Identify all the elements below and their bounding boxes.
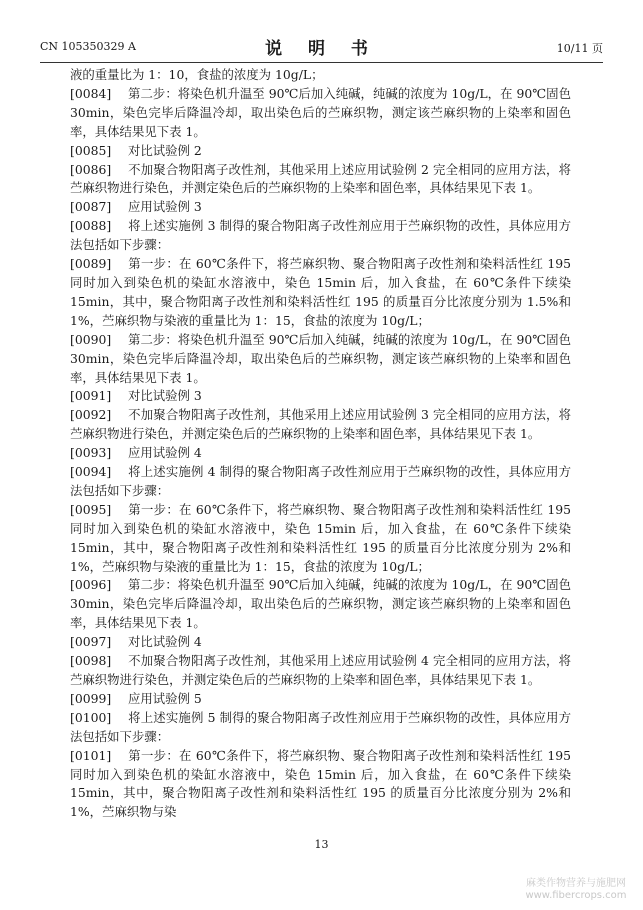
paragraph-text: 将上述实施例 4 制得的聚合物阳离子改性剂应用于苎麻织物的改性，具体应用方法包括如下步骤： [70, 464, 571, 498]
paragraph-text: 应用试验例 5 [128, 690, 202, 706]
paragraph-number: [0086] [70, 161, 112, 177]
paragraph-number: [0097] [70, 634, 112, 650]
paragraph [70, 331, 571, 388]
paragraph [70, 142, 571, 161]
paragraph-text: 第一步：在 60℃条件下，将苎麻织物、聚合物阳离子改性剂和染料活性红 195 同时加入到染色机的染缸水溶液中，染色 15min 后，加入食盐，在 60℃条件下续染 15min，其中，聚合物阳离子改性剂和染料活性红 195 的质量百分比浓度分别为 2%和 1%，苎麻织物与染液的重量比为 1：15，食盐的浓度为 10g/L； [70, 501, 571, 574]
paragraph [70, 709, 571, 747]
paragraph-number: [0091] [70, 388, 112, 404]
paragraph-text: 将上述实施例 5 制得的聚合物阳离子改性剂应用于苎麻织物的改性，具体应用方法包括如下步骤： [70, 709, 571, 744]
paragraph-number: [0088] [70, 218, 112, 234]
paragraph [70, 66, 571, 85]
paragraph [70, 747, 571, 823]
paragraph [70, 406, 571, 444]
paragraph-number: [0093] [70, 445, 112, 461]
page-number: 13 [314, 838, 329, 851]
paragraph [70, 652, 571, 690]
watermark-title: 麻类作物营养与施肥网 [526, 878, 626, 889]
paragraph [70, 161, 571, 199]
paragraph-number: [0090] [70, 331, 112, 347]
patent-number: CN 105350329 A [40, 40, 136, 53]
paragraph-number: [0099] [70, 690, 112, 706]
paragraph-text: 第二步：将染色机升温至 90℃后加入纯碱，纯碱的浓度为 10g/L，在 90℃固色30min，染色完毕后降温冷却，取出染色后的苎麻织物，测定该苎麻织物的上染率和固色率，具体结果见下表 1。 [70, 85, 571, 139]
paragraph [70, 255, 571, 331]
paragraph-text: 液的重量比为 1：10，食盐的浓度为 10g/L； [70, 67, 324, 82]
document-body [70, 66, 571, 822]
paragraph-text: 第一步：在 60℃条件下，将苎麻织物、聚合物阳离子改性剂和染料活性红 195 同时加入到染色机的染缸水溶液中，染色 15min 后，加入食盐，在 60℃条件下续染 15min，其中，聚合物阳离子改性剂和染料活性红 195 的质量百分比浓度分别为 1.5%和 1%，苎麻织物与染液的重量比为 1：15，食盐的浓度为 10g/L； [70, 256, 571, 328]
paragraph-number: [0101] [70, 747, 112, 763]
paragraph [70, 387, 571, 406]
watermark [517, 878, 635, 902]
paragraph-number: [0096] [70, 577, 112, 593]
paragraph [70, 501, 571, 577]
paragraph-text: 不加聚合物阳离子改性剂，其他采用上述应用试验例 4 完全相同的应用方法，将苎麻织物进行染色，并测定染色后的苎麻织物的上染率和固色率，具体结果见下表 1。 [70, 653, 571, 687]
paragraph [70, 690, 571, 709]
paragraph-number: [0094] [70, 464, 112, 480]
paragraph [70, 198, 571, 217]
paragraph-text: 第二步：将染色机升温至 90℃后加入纯碱，纯碱的浓度为 10g/L，在 90℃固色30min，染色完毕后降温冷却，取出染色后的苎麻织物，测定该苎麻织物的上染率和固色率，具体结果见下表 1。 [70, 331, 571, 385]
paragraph-text: 将上述实施例 3 制得的聚合物阳离子改性剂应用于苎麻织物的改性，具体应用方法包括如下步骤： [70, 218, 571, 253]
paragraph-number: [0089] [70, 256, 112, 272]
paragraph-number: [0092] [70, 407, 112, 423]
paragraph-number: [0087] [70, 199, 112, 215]
paragraph-text: 对比试验例 2 [128, 142, 202, 158]
paragraph-number: [0098] [70, 653, 112, 669]
paragraph-text: 对比试验例 3 [128, 388, 202, 404]
paragraph [70, 463, 571, 501]
paragraph [70, 217, 571, 255]
watermark-url: www.fibercrops.com [525, 890, 627, 901]
paragraph-number: [0095] [70, 501, 112, 517]
header-rule [40, 62, 603, 63]
paragraph [70, 576, 571, 633]
paragraph-text: 对比试验例 4 [128, 634, 202, 650]
paragraph-text: 第一步：在 60℃条件下，将苎麻织物、聚合物阳离子改性剂和染料活性红 195 同时加入到染色机的染缸水溶液中，染色 15min 后，加入食盐，在 60℃条件下续染 15min，其中，聚合物阳离子改性剂和染料活性红 195 的质量百分比浓度分别为 2%和 1%，苎麻织物与染 [70, 747, 571, 820]
page-reference: 10/11 页 [556, 42, 603, 55]
paragraph-text: 第二步：将染色机升温至 90℃后加入纯碱，纯碱的浓度为 10g/L，在 90℃固色30min，染色完毕后降温冷却，取出染色后的苎麻织物，测定该苎麻织物的上染率和固色率，具体结果见下表 1。 [70, 577, 571, 631]
paragraph [70, 444, 571, 463]
paragraph-number: [0100] [70, 709, 112, 725]
paragraph [70, 85, 571, 142]
paragraph-number: [0085] [70, 142, 112, 158]
page-header [40, 34, 603, 60]
paragraph-text: 不加聚合物阳离子改性剂，其他采用上述应用试验例 3 完全相同的应用方法，将苎麻织物进行染色，并测定染色后的苎麻织物的上染率和固色率，具体结果见下表 1。 [70, 407, 571, 442]
document-title: 说 明 书 [265, 39, 378, 59]
paragraph-text: 应用试验例 4 [128, 445, 202, 461]
paragraph-text: 不加聚合物阳离子改性剂，其他采用上述应用试验例 2 完全相同的应用方法，将苎麻织物进行染色，并测定染色后的苎麻织物的上染率和固色率，具体结果见下表 1。 [70, 161, 571, 196]
paragraph [70, 633, 571, 652]
paragraph-text: 应用试验例 3 [128, 199, 202, 215]
paragraph-number: [0084] [70, 85, 112, 101]
